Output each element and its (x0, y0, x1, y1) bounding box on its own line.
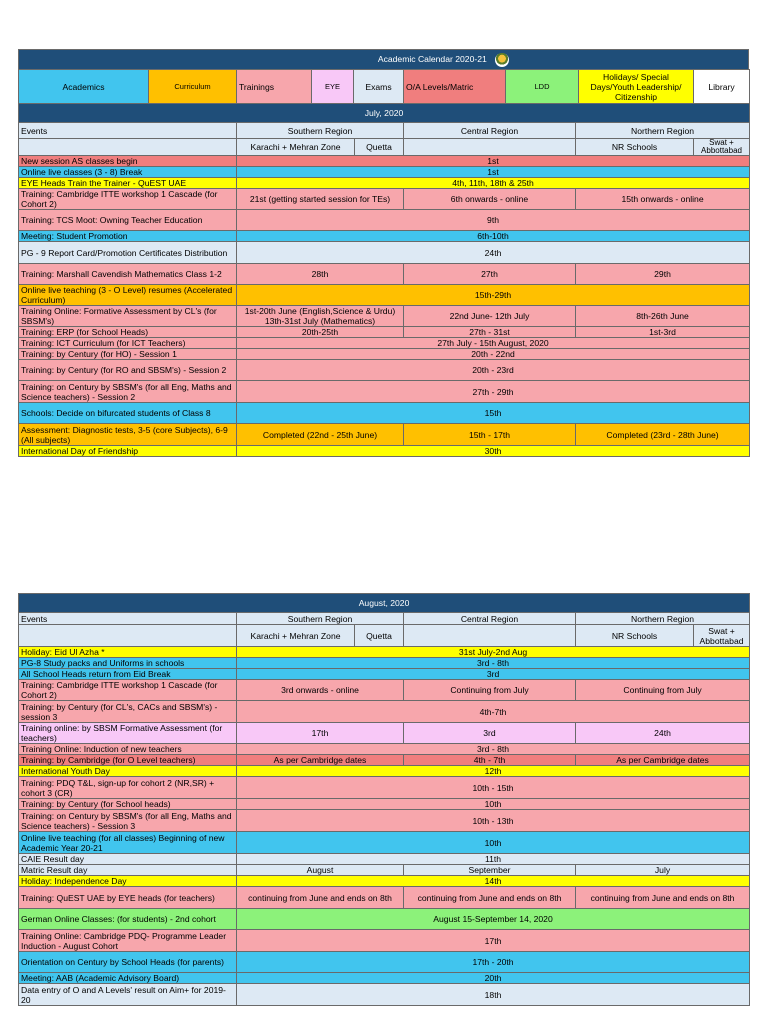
date-cell-southern: As per Cambridge dates (237, 755, 404, 766)
date-cell-all-regions: 30th (237, 446, 750, 457)
table-row (19, 669, 750, 680)
august-table-body (19, 594, 750, 1006)
event-cell: Training: PDQ T&L, sign-up for cohort 2 (NR,SR) + cohort 3 (CR) (19, 777, 237, 799)
august-month-header: August, 2020 (19, 594, 750, 613)
school-logo-icon (495, 53, 509, 67)
july-calendar-table (18, 49, 749, 70)
date-cell-all-regions: 10th - 13th (237, 810, 750, 832)
event-cell: Schools: Decide on bifurcated students of Class 8 (19, 403, 237, 424)
date-cell-central: 27th (404, 264, 576, 285)
date-cell-all-regions: 15th-29th (237, 285, 750, 306)
date-cell-all-regions: 14th (237, 876, 750, 887)
table-row (19, 349, 750, 360)
nr-schools-header: NR Schools (576, 139, 694, 156)
table-row (19, 799, 750, 810)
table-row (19, 231, 750, 242)
date-cell-northern: July (576, 865, 750, 876)
table-row (19, 647, 750, 658)
date-cell-all-regions: 31st July-2nd Aug (237, 647, 750, 658)
legend-library: Library (694, 70, 750, 104)
table-row (19, 973, 750, 984)
event-cell: Training: QuEST UAE by EYE heads (for teachers) (19, 887, 237, 909)
table-row (19, 178, 750, 189)
table-row (19, 156, 750, 167)
events-subheader-blank (19, 139, 237, 156)
event-cell: Training: by Cambridge (for O Level teachers) (19, 755, 237, 766)
table-row (19, 306, 750, 327)
event-cell: Training: Cambridge ITTE workshop 1 Cascade (for Cohort 2) (19, 189, 237, 210)
table-row (19, 285, 750, 306)
event-cell: Matric Result day (19, 865, 237, 876)
table-row (19, 952, 750, 973)
quetta-header: Quetta (355, 625, 404, 647)
event-cell: International Day of Friendship (19, 446, 237, 457)
date-cell-all-regions: 1st (237, 156, 750, 167)
date-cell-central: 6th onwards - online (404, 189, 576, 210)
legend-oa-levels: O/A Levels/Matric (404, 70, 506, 104)
table-row (19, 777, 750, 799)
date-cell-central: 22nd June- 12th July (404, 306, 576, 327)
date-cell-central: 3rd (404, 723, 576, 744)
date-cell-southern: 21st (getting started session for TEs) (237, 189, 404, 210)
event-cell: Online live teaching (3 - O Level) resumes (Accelerated Curriculum) (19, 285, 237, 306)
event-cell: Data entry of O and A Levels' result on Aim+ for 2019-20 (19, 984, 237, 1006)
table-row (19, 381, 750, 403)
date-cell-southern: 3rd onwards - online (237, 680, 404, 701)
date-cell-southern: Completed (22nd - 25th June) (237, 424, 404, 446)
events-subheader-blank (19, 625, 237, 647)
event-cell: Assessment: Diagnostic tests, 3-5 (core Subjects), 6-9 (All subjects) (19, 424, 237, 446)
southern-region-header: Southern Region (237, 613, 404, 625)
table-row (19, 327, 750, 338)
july-table (18, 103, 750, 457)
date-cell-northern: 1st-3rd (576, 327, 750, 338)
event-cell: Online live teaching (for all classes) Beginning of new Academic Year 20-21 (19, 832, 237, 854)
swat-abbottabad-header: Swat + Abbottabad (694, 625, 750, 647)
date-cell-all-regions: 17th - 20th (237, 952, 750, 973)
table-row (19, 446, 750, 457)
date-cell-all-regions: 6th-10th (237, 231, 750, 242)
event-cell: Meeting: AAB (Academic Advisory Board) (19, 973, 237, 984)
event-cell: Online live classes (3 - 8) Break (19, 167, 237, 178)
date-cell-all-regions: 1st (237, 167, 750, 178)
central-subheader-blank (404, 139, 576, 156)
event-cell: Training Online: Induction of new teachers (19, 744, 237, 755)
table-row (19, 984, 750, 1006)
event-cell: Orientation on Century by School Heads (for parents) (19, 952, 237, 973)
table-row (19, 810, 750, 832)
legend-table (18, 69, 750, 104)
table-row (19, 865, 750, 876)
event-cell: Training: by Century (for RO and SBSM's) - Session 2 (19, 360, 237, 381)
events-header: Events (19, 123, 237, 139)
legend-academics: Academics (19, 70, 149, 104)
event-cell: Training: by Century (for HO) - Session 1 (19, 349, 237, 360)
date-cell-all-regions: August 15-September 14, 2020 (237, 909, 750, 930)
table-row (19, 755, 750, 766)
date-cell-central: 27th - 31st (404, 327, 576, 338)
legend-ldd: LDD (506, 70, 579, 104)
date-cell-all-regions: 15th (237, 403, 750, 424)
date-cell-all-regions: 3rd (237, 669, 750, 680)
date-cell-northern: 24th (576, 723, 750, 744)
event-cell: International Youth Day (19, 766, 237, 777)
event-cell: Training: by Century (for School heads) (19, 799, 237, 810)
table-row (19, 832, 750, 854)
event-cell: Training: on Century by SBSM's (for all Eng, Maths and Science teachers) - Session 3 (19, 810, 237, 832)
events-header: Events (19, 613, 237, 625)
swat-abbottabad-header: Swat + Abbottabad (694, 139, 750, 156)
event-cell: PG - 9 Report Card/Promotion Certificates Distribution (19, 242, 237, 264)
date-cell-all-regions: 4th, 11th, 18th & 25th (237, 178, 750, 189)
date-cell-southern: 28th (237, 264, 404, 285)
date-cell-central: Continuing from July (404, 680, 576, 701)
event-cell: Training: by Century (for CL's, CACs and SBSM's) - session 3 (19, 701, 237, 723)
central-region-header: Central Region (404, 123, 576, 139)
central-region-header: Central Region (404, 613, 576, 625)
event-cell: All School Heads return from Eid Break (19, 669, 237, 680)
date-cell-all-regions: 11th (237, 854, 750, 865)
date-cell-all-regions: 20th (237, 973, 750, 984)
table-row (19, 723, 750, 744)
table-row (19, 264, 750, 285)
date-cell-all-regions: 17th (237, 930, 750, 952)
table-row (19, 360, 750, 381)
karachi-zone-header: Karachi + Mehran Zone (237, 139, 355, 156)
event-cell: Holiday: Eid Ul Azha * (19, 647, 237, 658)
northern-region-header: Northern Region (576, 613, 750, 625)
july-table-body (19, 104, 750, 457)
event-cell: CAIE Result day (19, 854, 237, 865)
date-cell-northern: Continuing from July (576, 680, 750, 701)
date-cell-central: 4th - 7th (404, 755, 576, 766)
date-cell-all-regions: 27th - 29th (237, 381, 750, 403)
table-row (19, 854, 750, 865)
event-cell: Training Online: Formative Assessment by CL's (for SBSM's) (19, 306, 237, 327)
table-row (19, 424, 750, 446)
event-cell: Holiday: Independence Day (19, 876, 237, 887)
event-cell: German Online Classes: (for students) - 2nd cohort (19, 909, 237, 930)
date-cell-northern: Completed (23rd - 28th June) (576, 424, 750, 446)
date-cell-all-regions: 10th (237, 799, 750, 810)
legend-holidays: Holidays/ Special Days/Youth Leadership/ Citizenship (579, 70, 694, 104)
southern-region-header: Southern Region (237, 123, 404, 139)
table-row (19, 338, 750, 349)
calendar-title-cell (19, 50, 749, 70)
date-cell-all-regions: 20th - 22nd (237, 349, 750, 360)
event-cell: PG-8 Study packs and Uniforms in schools (19, 658, 237, 669)
date-cell-southern: continuing from June and ends on 8th (237, 887, 404, 909)
date-cell-central: continuing from June and ends on 8th (404, 887, 576, 909)
date-cell-all-regions: 20th - 23rd (237, 360, 750, 381)
table-row (19, 189, 750, 210)
date-cell-all-regions: 3rd - 8th (237, 744, 750, 755)
calendar-title: Academic Calendar 2020-21 (377, 53, 487, 64)
event-cell: Training: ERP (for School Heads) (19, 327, 237, 338)
date-cell-southern: 17th (237, 723, 404, 744)
date-cell-central: September (404, 865, 576, 876)
date-cell-northern: 15th onwards - online (576, 189, 750, 210)
event-cell: Training: on Century by SBSM's (for all Eng, Maths and Science teachers) - Session 2 (19, 381, 237, 403)
quetta-header: Quetta (355, 139, 404, 156)
event-cell: Training: ICT Curriculum (for ICT Teachers) (19, 338, 237, 349)
date-cell-all-regions: 3rd - 8th (237, 658, 750, 669)
july-month-header: July, 2020 (19, 104, 750, 123)
table-row (19, 744, 750, 755)
table-row (19, 242, 750, 264)
event-cell: EYE Heads Train the Trainer - QuEST UAE (19, 178, 237, 189)
date-cell-southern: 1st-20th June (English,Science & Urdu) 13th-31st July (Mathematics) (237, 306, 404, 327)
date-cell-all-regions: 24th (237, 242, 750, 264)
date-cell-southern: 20th-25th (237, 327, 404, 338)
event-cell: New session AS classes begin (19, 156, 237, 167)
legend-curriculum: Curriculum (149, 70, 237, 104)
table-row (19, 658, 750, 669)
table-row (19, 701, 750, 723)
central-subheader-blank (404, 625, 576, 647)
event-cell: Training: TCS Moot: Owning Teacher Education (19, 210, 237, 231)
date-cell-all-regions: 18th (237, 984, 750, 1006)
date-cell-northern: 8th-26th June (576, 306, 750, 327)
date-cell-northern: 29th (576, 264, 750, 285)
event-cell: Meeting: Student Promotion (19, 231, 237, 242)
table-row (19, 680, 750, 701)
event-cell: Training online: by SBSM Formative Assessment (for teachers) (19, 723, 237, 744)
date-cell-northern: As per Cambridge dates (576, 755, 750, 766)
august-table (18, 593, 750, 1006)
table-row (19, 909, 750, 930)
date-cell-central: 15th - 17th (404, 424, 576, 446)
event-cell: Training: Cambridge ITTE workshop 1 Cascade (for Cohort 2) (19, 680, 237, 701)
nr-schools-header: NR Schools (576, 625, 694, 647)
date-cell-all-regions: 9th (237, 210, 750, 231)
date-cell-all-regions: 10th - 15th (237, 777, 750, 799)
table-row (19, 403, 750, 424)
table-row (19, 210, 750, 231)
legend-trainings: Trainings (237, 70, 312, 104)
date-cell-all-regions: 10th (237, 832, 750, 854)
northern-region-header: Northern Region (576, 123, 750, 139)
date-cell-all-regions: 4th-7th (237, 701, 750, 723)
karachi-zone-header: Karachi + Mehran Zone (237, 625, 355, 647)
table-row (19, 876, 750, 887)
legend-eye: EYE (312, 70, 354, 104)
date-cell-all-regions: 27th July - 15th August, 2020 (237, 338, 750, 349)
date-cell-all-regions: 12th (237, 766, 750, 777)
table-row (19, 766, 750, 777)
legend-exams: Exams (354, 70, 404, 104)
table-row (19, 887, 750, 909)
table-row (19, 930, 750, 952)
event-cell: Training Online: Cambridge PDQ- Programme Leader Induction - August Cohort (19, 930, 237, 952)
date-cell-southern: August (237, 865, 404, 876)
event-cell: Training: Marshall Cavendish Mathematics Class 1-2 (19, 264, 237, 285)
date-cell-northern: continuing from June and ends on 8th (576, 887, 750, 909)
table-row (19, 167, 750, 178)
